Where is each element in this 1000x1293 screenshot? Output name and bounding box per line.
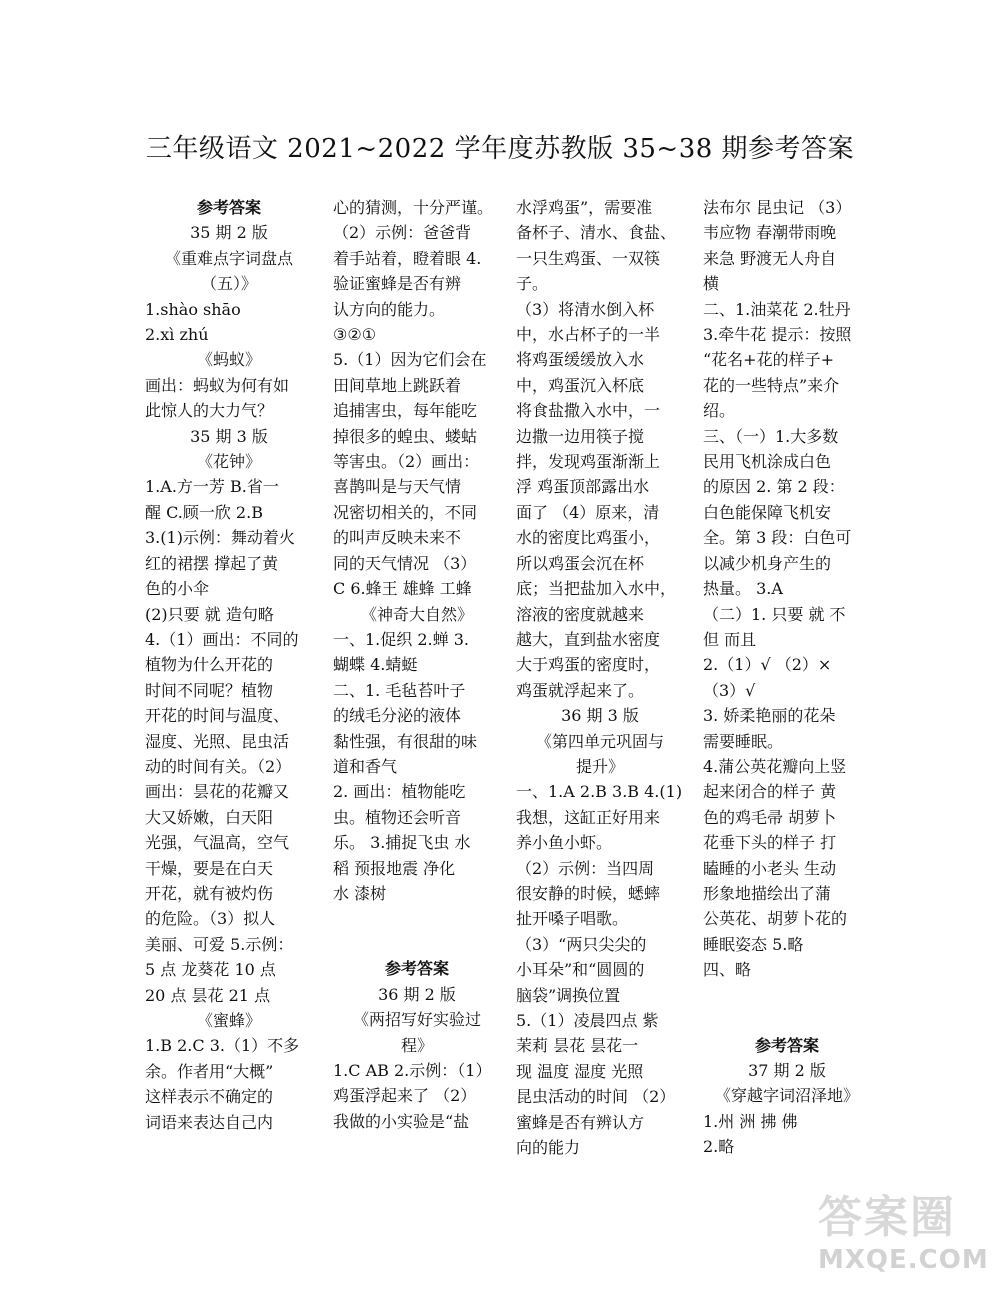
answer-line: 中，水占杯子的一半	[516, 325, 661, 345]
answer-line: 况密切相关的，不同	[333, 502, 478, 522]
answer-line: 开花，就有被灼伤	[145, 883, 274, 903]
answer-line: 越大，直到盐水密度	[516, 629, 661, 649]
answer-line: 但 而且	[703, 629, 757, 649]
answer-line: 5.（1）凌晨四点 紫	[516, 1011, 659, 1030]
answer-line: 时间不同呢？植物	[145, 680, 274, 700]
answer-line: 田间草地上跳跃着	[333, 375, 462, 395]
answer-line: 20 点 昙花 21 点	[145, 985, 271, 1005]
answer-line: 花的一些特点”来介	[703, 375, 840, 395]
answer-line: 拌，发现鸡蛋渐渐上	[516, 452, 661, 472]
answer-line: 1.B 2.C 3.（1）不多	[145, 1036, 300, 1056]
answer-line: 面了 （4）原来，清	[516, 502, 660, 522]
answer-line: 横	[703, 274, 720, 294]
answer-line: 韦应物 春潮带雨晚	[703, 223, 837, 243]
answer-line: 以减少机身产生的	[703, 553, 832, 573]
answer-line: 3.牵牛花 提示：按照	[703, 325, 852, 345]
answer-line: 喜鹊叫是与天气情	[333, 477, 462, 497]
subsection-title: 《第四单元巩固与	[535, 731, 664, 751]
answer-line: 2.xì zhú	[145, 325, 209, 345]
subsection-title: 《蚂蚁》	[196, 350, 261, 370]
answer-line: 一、1.A 2.B 3.B 4.(1)	[516, 782, 683, 802]
answer-line: 将鸡蛋缓缓放入水	[516, 350, 645, 370]
answer-line: 光强，气温高，空气	[145, 833, 290, 853]
answer-line: 边撒一边用筷子搅	[516, 426, 645, 446]
answer-line: C 6.蜂王 雄蜂 工蜂	[333, 579, 472, 599]
answer-line: 湿度、光照、昆虫活	[145, 731, 290, 751]
answer-line: 公英花、胡萝卜花的	[703, 909, 848, 929]
answer-line: 来急 野渡无人舟自	[703, 248, 837, 268]
answer-line: 养小鱼小虾。	[516, 833, 613, 853]
answer-line: 干燥，要是在白天	[145, 858, 274, 878]
answer-line: 余。作者用“大概”	[145, 1061, 274, 1081]
answer-line: 等害虫。（2）画出：	[333, 452, 480, 472]
answer-line: 1.C AB 2.示例：（1）	[333, 1061, 492, 1080]
answer-line: 鸡蛋就浮起来了。	[516, 680, 645, 700]
answer-line: 1.A.方一芳 B.省一	[145, 477, 279, 497]
subsection-title: 《神奇大自然》	[360, 604, 473, 624]
answer-line: 掉很多的蝗虫、蝼蛄	[333, 426, 478, 446]
answer-line: （2）示例：当四周	[516, 858, 655, 878]
answer-line: 醒 C.顾一欣 2.B	[145, 502, 263, 522]
answer-column-3	[516, 195, 684, 1160]
answer-line: 全。第 3 段：白色可	[703, 528, 852, 548]
answer-line: 鸡蛋浮起来了 （2）	[333, 1086, 477, 1106]
subsection-title: 37 期 2 版	[748, 1061, 826, 1080]
answer-line: 色的小伞	[145, 579, 210, 599]
answer-line: 我想，这缸正好用来	[516, 807, 661, 827]
answer-line: 乐。 3.捕捉飞虫 水	[333, 833, 471, 853]
answer-line: 色的鸡毛帚 胡萝卜	[703, 807, 837, 827]
answer-line: 3. 娇柔艳丽的花朵	[703, 706, 836, 726]
answer-line: 小耳朵”和“圆圆的	[516, 960, 645, 980]
answer-line: 一、1.促织 2.蝉 3.	[333, 629, 469, 649]
subsection-title: 35 期 3 版	[190, 426, 268, 446]
answer-line: 的原因 2. 第 2 段：	[703, 477, 845, 497]
page-title: 三年级语文 2021~2022 学年度苏教版 35~38 期参考答案	[145, 134, 855, 164]
subsection-title: 《穿越字词沼泽地》	[714, 1086, 859, 1106]
answer-line: （3）“两只尖尖的	[516, 934, 647, 954]
answer-line: 子。	[516, 274, 549, 294]
answer-line: 大于鸡蛋的密度时，	[516, 655, 661, 675]
answer-line: 的危险。（3）拟人	[145, 909, 276, 929]
answer-line: 这样表示不确定的	[145, 1087, 274, 1107]
answer-line: 1.shào shāo	[145, 299, 241, 319]
answer-line: 溶液的密度就越来	[516, 604, 645, 624]
answer-line: 黏性强，有很甜的味	[333, 731, 478, 751]
subsection-title: 36 期 2 版	[378, 984, 456, 1004]
answer-line: 备杯子、清水、食盐、	[516, 223, 677, 243]
subsection-title: 提升》	[575, 756, 624, 776]
answer-column-2	[333, 195, 501, 1134]
answer-line: 道和香气	[333, 756, 398, 776]
answer-line: 法布尔 昆虫记 （3）	[703, 198, 852, 217]
answer-line: 形象地描绘出了蒲	[703, 883, 832, 903]
watermark-url: MXQE.COM	[818, 1245, 989, 1275]
subsection-title: 程》	[400, 1035, 433, 1055]
answer-line: “花名+花的样子+	[703, 350, 834, 370]
answer-line: 花垂下头的样子 打	[703, 833, 837, 853]
answer-line: 需要睡眠。	[703, 731, 784, 751]
answer-line: 大又娇嫩，白天阳	[145, 807, 274, 827]
answer-line: 水浮鸡蛋”，需要准	[516, 198, 653, 217]
answer-line: 4.蒲公英花瓣向上竖	[703, 756, 847, 776]
answer-line: 中，鸡蛋沉入杯底	[516, 375, 645, 395]
answer-line: 昆虫活动的时间 （2）	[516, 1087, 676, 1107]
section-heading: 参考答案	[384, 959, 449, 979]
answer-line: 起来闭合的样子 黄	[703, 782, 837, 802]
answer-line: 脑袋”调换位置	[516, 985, 621, 1005]
answer-line: 开花的时间与温度、	[145, 706, 290, 726]
answer-line: 虫。植物还会听音	[333, 807, 462, 827]
answer-line: 心的猜测，十分严谨。	[333, 198, 494, 217]
answer-line: 水 漆树	[333, 883, 387, 903]
answer-line: 追捕害虫，每年能吃	[333, 401, 478, 421]
answer-line: 二、1.油菜花 2.牡丹	[703, 299, 851, 319]
answer-line: 现 温度 湿度 光照	[516, 1061, 644, 1081]
subsection-title: 《花钟》	[196, 452, 261, 472]
answer-line: 动的时间有关。（2）	[145, 756, 292, 776]
answer-column-1	[145, 195, 313, 1135]
answer-line: 二、1. 毛毡苔叶子	[333, 680, 466, 700]
answer-line: 扯开嗓子唱歌。	[516, 909, 629, 929]
answer-line: 绍。	[703, 401, 736, 421]
section-heading: 参考答案	[196, 198, 261, 217]
answer-line: 稻 预报地震 净化	[333, 858, 456, 878]
answer-line: 一只生鸡蛋、一双筷	[516, 248, 661, 268]
answer-line: 所以鸡蛋会沉在杯	[516, 553, 645, 573]
watermark-text: 答案圈	[818, 1192, 956, 1243]
section-spacer	[703, 983, 871, 1033]
answer-line: 的叫声反映未来不	[333, 528, 462, 548]
answer-line: 睡眠姿态 5.略	[703, 934, 804, 954]
answer-line: (2)只要 就 造句略	[145, 604, 274, 624]
answer-line: （二）1. 只要 就 不	[703, 604, 846, 624]
answer-line: 2.（1）√ （2）×	[703, 655, 832, 675]
answer-line: 三、（一）1.大多数	[703, 426, 839, 446]
answer-line: 着手站着，瞪着眼 4.	[333, 248, 482, 268]
answer-line: 蝴蝶 4.蜻蜓	[333, 655, 418, 675]
subsection-title: 《重难点字词盘点	[164, 248, 293, 268]
answer-line: 2.略	[703, 1137, 735, 1157]
answer-line: 验证蜜蜂是否有辨	[333, 274, 462, 294]
answer-line: 蜜蜂是否有辨认方	[516, 1112, 645, 1132]
answer-line: ③②①	[333, 325, 377, 345]
answer-line: 四、略	[703, 960, 752, 980]
answer-line: 此惊人的大力气？	[145, 401, 274, 421]
answer-line: 5.（1）因为它们会在	[333, 350, 487, 370]
subsection-title: 《蜜蜂》	[196, 1011, 261, 1030]
answer-line: （3）将清水倒入杯	[516, 299, 655, 319]
answer-line: 的绒毛分泌的液体	[333, 706, 462, 726]
answer-line: 1.州 洲 拂 佛	[703, 1111, 798, 1131]
subsection-title: 35 期 2 版	[190, 223, 268, 243]
answer-line: 民用飞机涂成白色	[703, 452, 832, 472]
section-spacer	[333, 906, 501, 956]
answer-line: 认方向的能力。	[333, 299, 446, 319]
answer-line: 同的天气情况 （3）	[333, 553, 477, 573]
subsection-title: 36 期 3 版	[561, 706, 639, 726]
answer-line: 画出：昙花的花瓣又	[145, 782, 290, 802]
answer-line: 词语来表达自己内	[145, 1112, 274, 1132]
answer-line: 5 点 龙葵花 10 点	[145, 960, 276, 980]
answer-line: （2）示例：爸爸背	[333, 223, 472, 243]
answer-line: 植物为什么开花的	[145, 655, 274, 675]
section-heading: 参考答案	[754, 1035, 819, 1055]
answer-line: 向的能力	[516, 1138, 581, 1158]
answer-line: 瞌睡的小老头 生动	[703, 858, 837, 878]
answer-line: 热量。 3.A	[703, 579, 783, 599]
answer-line: 水的密度比鸡蛋小，	[516, 528, 661, 548]
answer-line: （3）√	[703, 680, 756, 700]
answer-line: 很安静的时候，蟋蟀	[516, 883, 661, 903]
subsection-title: 《两招写好实验过	[352, 1010, 481, 1030]
answer-line: 画出：蚂蚁为何有如	[145, 375, 290, 395]
answer-line: 4.（1）画出：不同的	[145, 629, 299, 649]
answer-line: 红的裙摆 撑起了黄	[145, 553, 279, 573]
answer-line: 底；当把盐加入水中，	[516, 579, 677, 599]
answer-line: 茉莉 昙花 昙花一	[516, 1036, 639, 1056]
answer-line: 我做的小实验是“盐	[333, 1111, 470, 1131]
answer-line: 白色能保障飞机安	[703, 502, 832, 522]
watermark-logo	[818, 1190, 988, 1290]
answer-line: 将食盐撒入水中，一	[516, 401, 661, 421]
answer-line: 3.(1)示例：舞动着火	[145, 528, 295, 548]
subsection-title: （五）》	[200, 274, 257, 294]
answer-line: 2. 画出：植物能吃	[333, 782, 466, 802]
answer-column-4	[703, 195, 871, 1160]
answer-line: 美丽、可爱 5.示例：	[145, 934, 294, 954]
answer-line: 浮 鸡蛋顶部露出水	[516, 477, 650, 497]
